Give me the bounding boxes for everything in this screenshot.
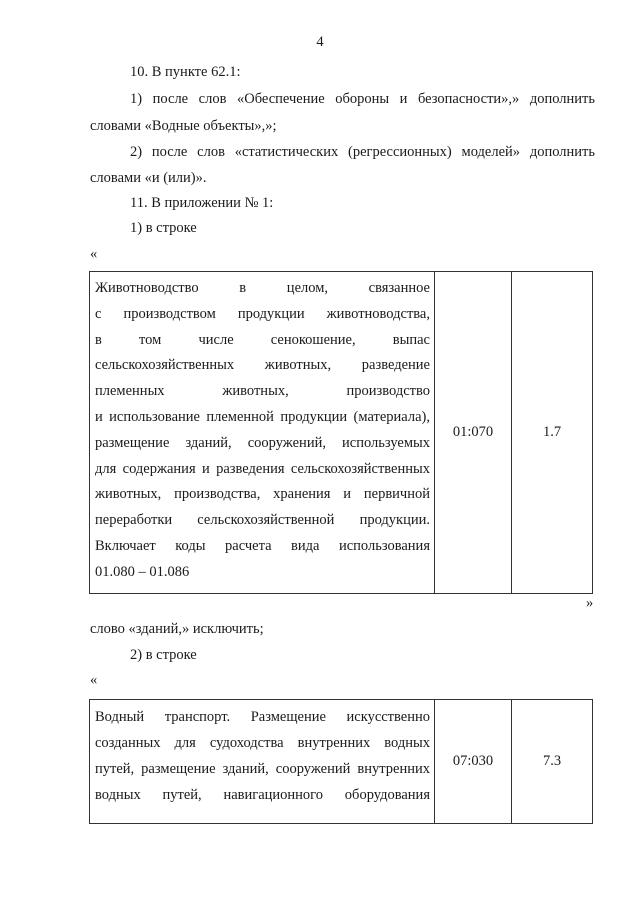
- table2-description-line: водных путей, навигационного оборудования: [95, 787, 430, 803]
- paragraph-item-11: 11. В приложении № 1:: [130, 195, 274, 211]
- open-quote-1: «: [90, 246, 98, 262]
- land-use-table-1: [89, 271, 593, 594]
- table2-description-cell: [90, 700, 435, 824]
- table1-description-line: для содержания и разведения сельскохозяйственных: [95, 460, 430, 477]
- paragraph-item-10: 10. В пункте 62.1:: [130, 64, 241, 80]
- paragraph-item-10-1-line-2: словами «Водные объекты»,»;: [90, 118, 277, 134]
- table1-description-line: Животноводство в целом, связанное: [95, 280, 430, 296]
- table1-description-cell: [90, 272, 435, 594]
- paragraph-item-11-1: 1) в строке: [130, 220, 197, 236]
- table1-description-line: размещение зданий, сооружений, используемых: [95, 434, 430, 451]
- table1-description-line: 01.080 – 01.086: [95, 563, 190, 580]
- paragraph-item-11-2: 2) в строке: [130, 647, 197, 663]
- table2-code-cell: 07:030: [435, 700, 512, 824]
- table1-description-line: Включает коды расчета вида использования: [95, 537, 430, 554]
- table1-description-line: с производством продукции животноводства,: [95, 305, 430, 322]
- paragraph-item-10-2-line-1: 2) после слов «статистических (регрессионных) моделей» дополнить: [130, 144, 595, 160]
- paragraph-exclude: слово «зданий,» исключить;: [90, 621, 264, 637]
- table1-number-cell: 1.7: [512, 272, 593, 594]
- table2-description-line: Водный транспорт. Размещение искусственно: [95, 709, 430, 725]
- paragraph-item-10-2-line-2: словами «и (или)».: [90, 170, 207, 186]
- table-row: [90, 272, 593, 594]
- paragraph-item-10-1-line-1: 1) после слов «Обеспечение обороны и безопасности»,» дополнить: [130, 91, 595, 107]
- table2-number-cell: 7.3: [512, 700, 593, 824]
- table1-description-line: и использование племенной продукции (материала),: [95, 408, 430, 425]
- table1-description-line: сельскохозяйственных животных, разведение: [95, 357, 430, 374]
- table1-description-line: переработки сельскохозяйственной продукции.: [95, 512, 430, 529]
- close-quote-1: »: [586, 595, 594, 611]
- land-use-table-2: [89, 699, 593, 824]
- page-number: 4: [316, 34, 324, 50]
- table1-description-line: в том числе сенокошение, выпас: [95, 331, 430, 348]
- open-quote-2: «: [90, 672, 98, 688]
- table2-description-line: путей, размещение зданий, сооружений внутренних: [95, 761, 430, 777]
- table1-description-line: племенных животных, производство: [95, 383, 430, 400]
- table-row: [90, 700, 593, 824]
- table2-description-line: созданных для судоходства внутренних водных: [95, 735, 430, 751]
- table1-description-line: животных, производства, хранения и первичной: [95, 486, 430, 503]
- table1-code-cell: 01:070: [435, 272, 512, 594]
